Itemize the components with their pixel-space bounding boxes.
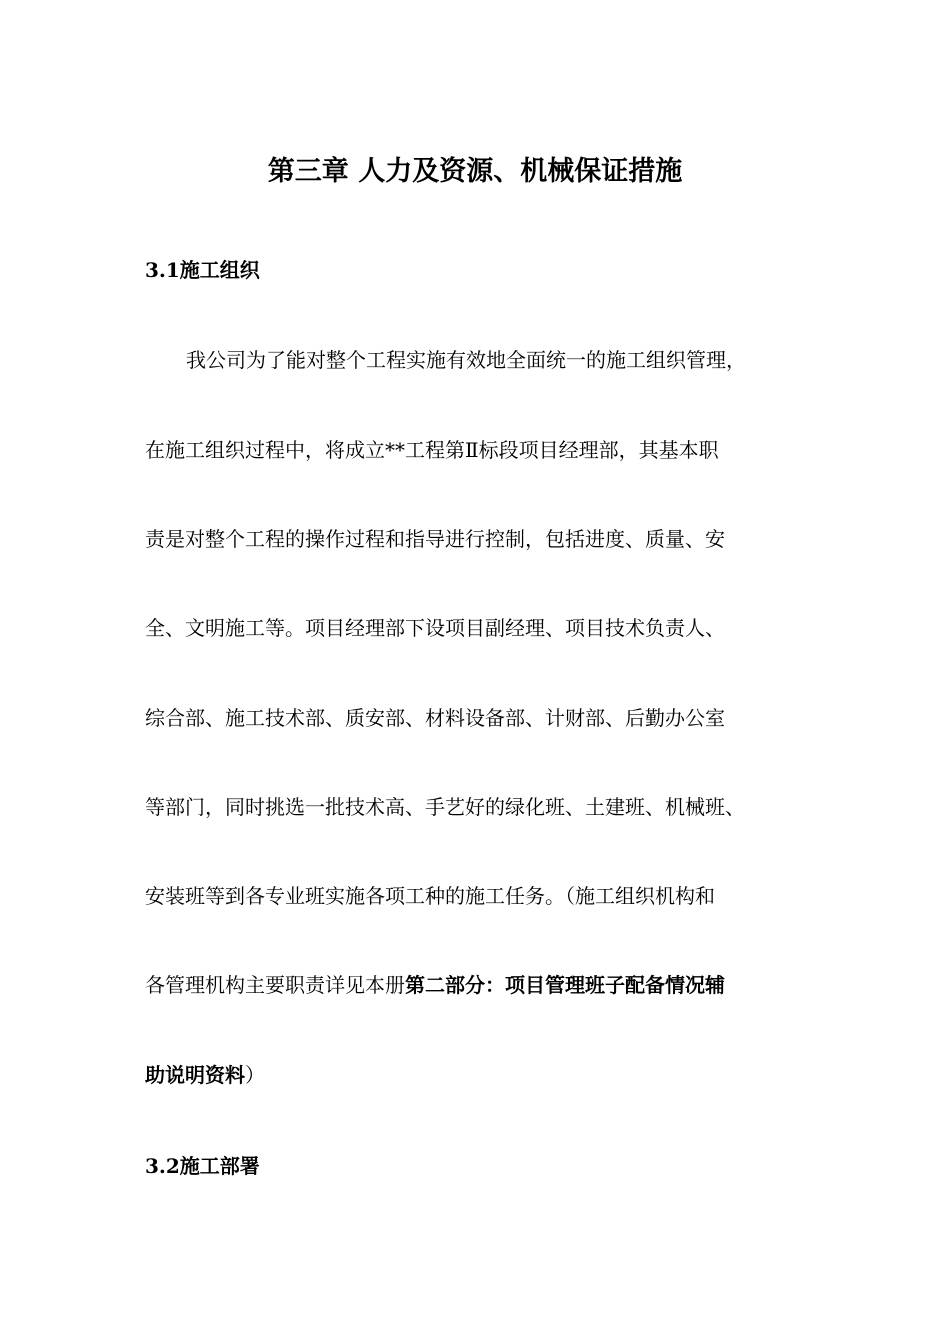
paragraph-line-3: 责是对整个工程的操作过程和指导进行控制，包括进度、质量、安	[145, 527, 725, 551]
paragraph-line-7: 安装班等到各专业班实施各项工种的施工任务。（施工组织机构和	[145, 884, 715, 908]
paragraph-line-8-bold: 第二部分：项目管理班子配备情况辅	[405, 973, 725, 997]
chapter-title: 第三章 人力及资源、机械保证措施	[267, 156, 683, 187]
section-heading-3-1: 3.1施工组织	[145, 258, 260, 282]
paragraph-line-4: 全、文明施工等。项目经理部下设项目副经理、项目技术负责人、	[145, 616, 725, 640]
paragraph-line-9-normal: ）	[245, 1063, 265, 1087]
section-heading-3-2: 3.2施工部署	[145, 1154, 260, 1178]
paragraph-line-8	[145, 970, 725, 1000]
paragraph-line-1: 我公司为了能对整个工程实施有效地全面统一的施工组织管理，	[186, 348, 746, 372]
paragraph-line-9-bold: 助说明资料	[145, 1063, 245, 1087]
paragraph-line-6: 等部门，同时挑选一批技术高、手艺好的绿化班、土建班、机械班、	[145, 795, 745, 819]
paragraph-line-8-normal: 各管理机构主要职责详见本册	[145, 973, 405, 997]
paragraph-line-2: 在施工组织过程中，将成立**工程第Ⅱ标段项目经理部，其基本职	[145, 438, 719, 462]
paragraph-line-9	[145, 1060, 265, 1090]
paragraph-line-5: 综合部、施工技术部、质安部、材料设备部、计财部、后勤办公室	[145, 706, 725, 730]
